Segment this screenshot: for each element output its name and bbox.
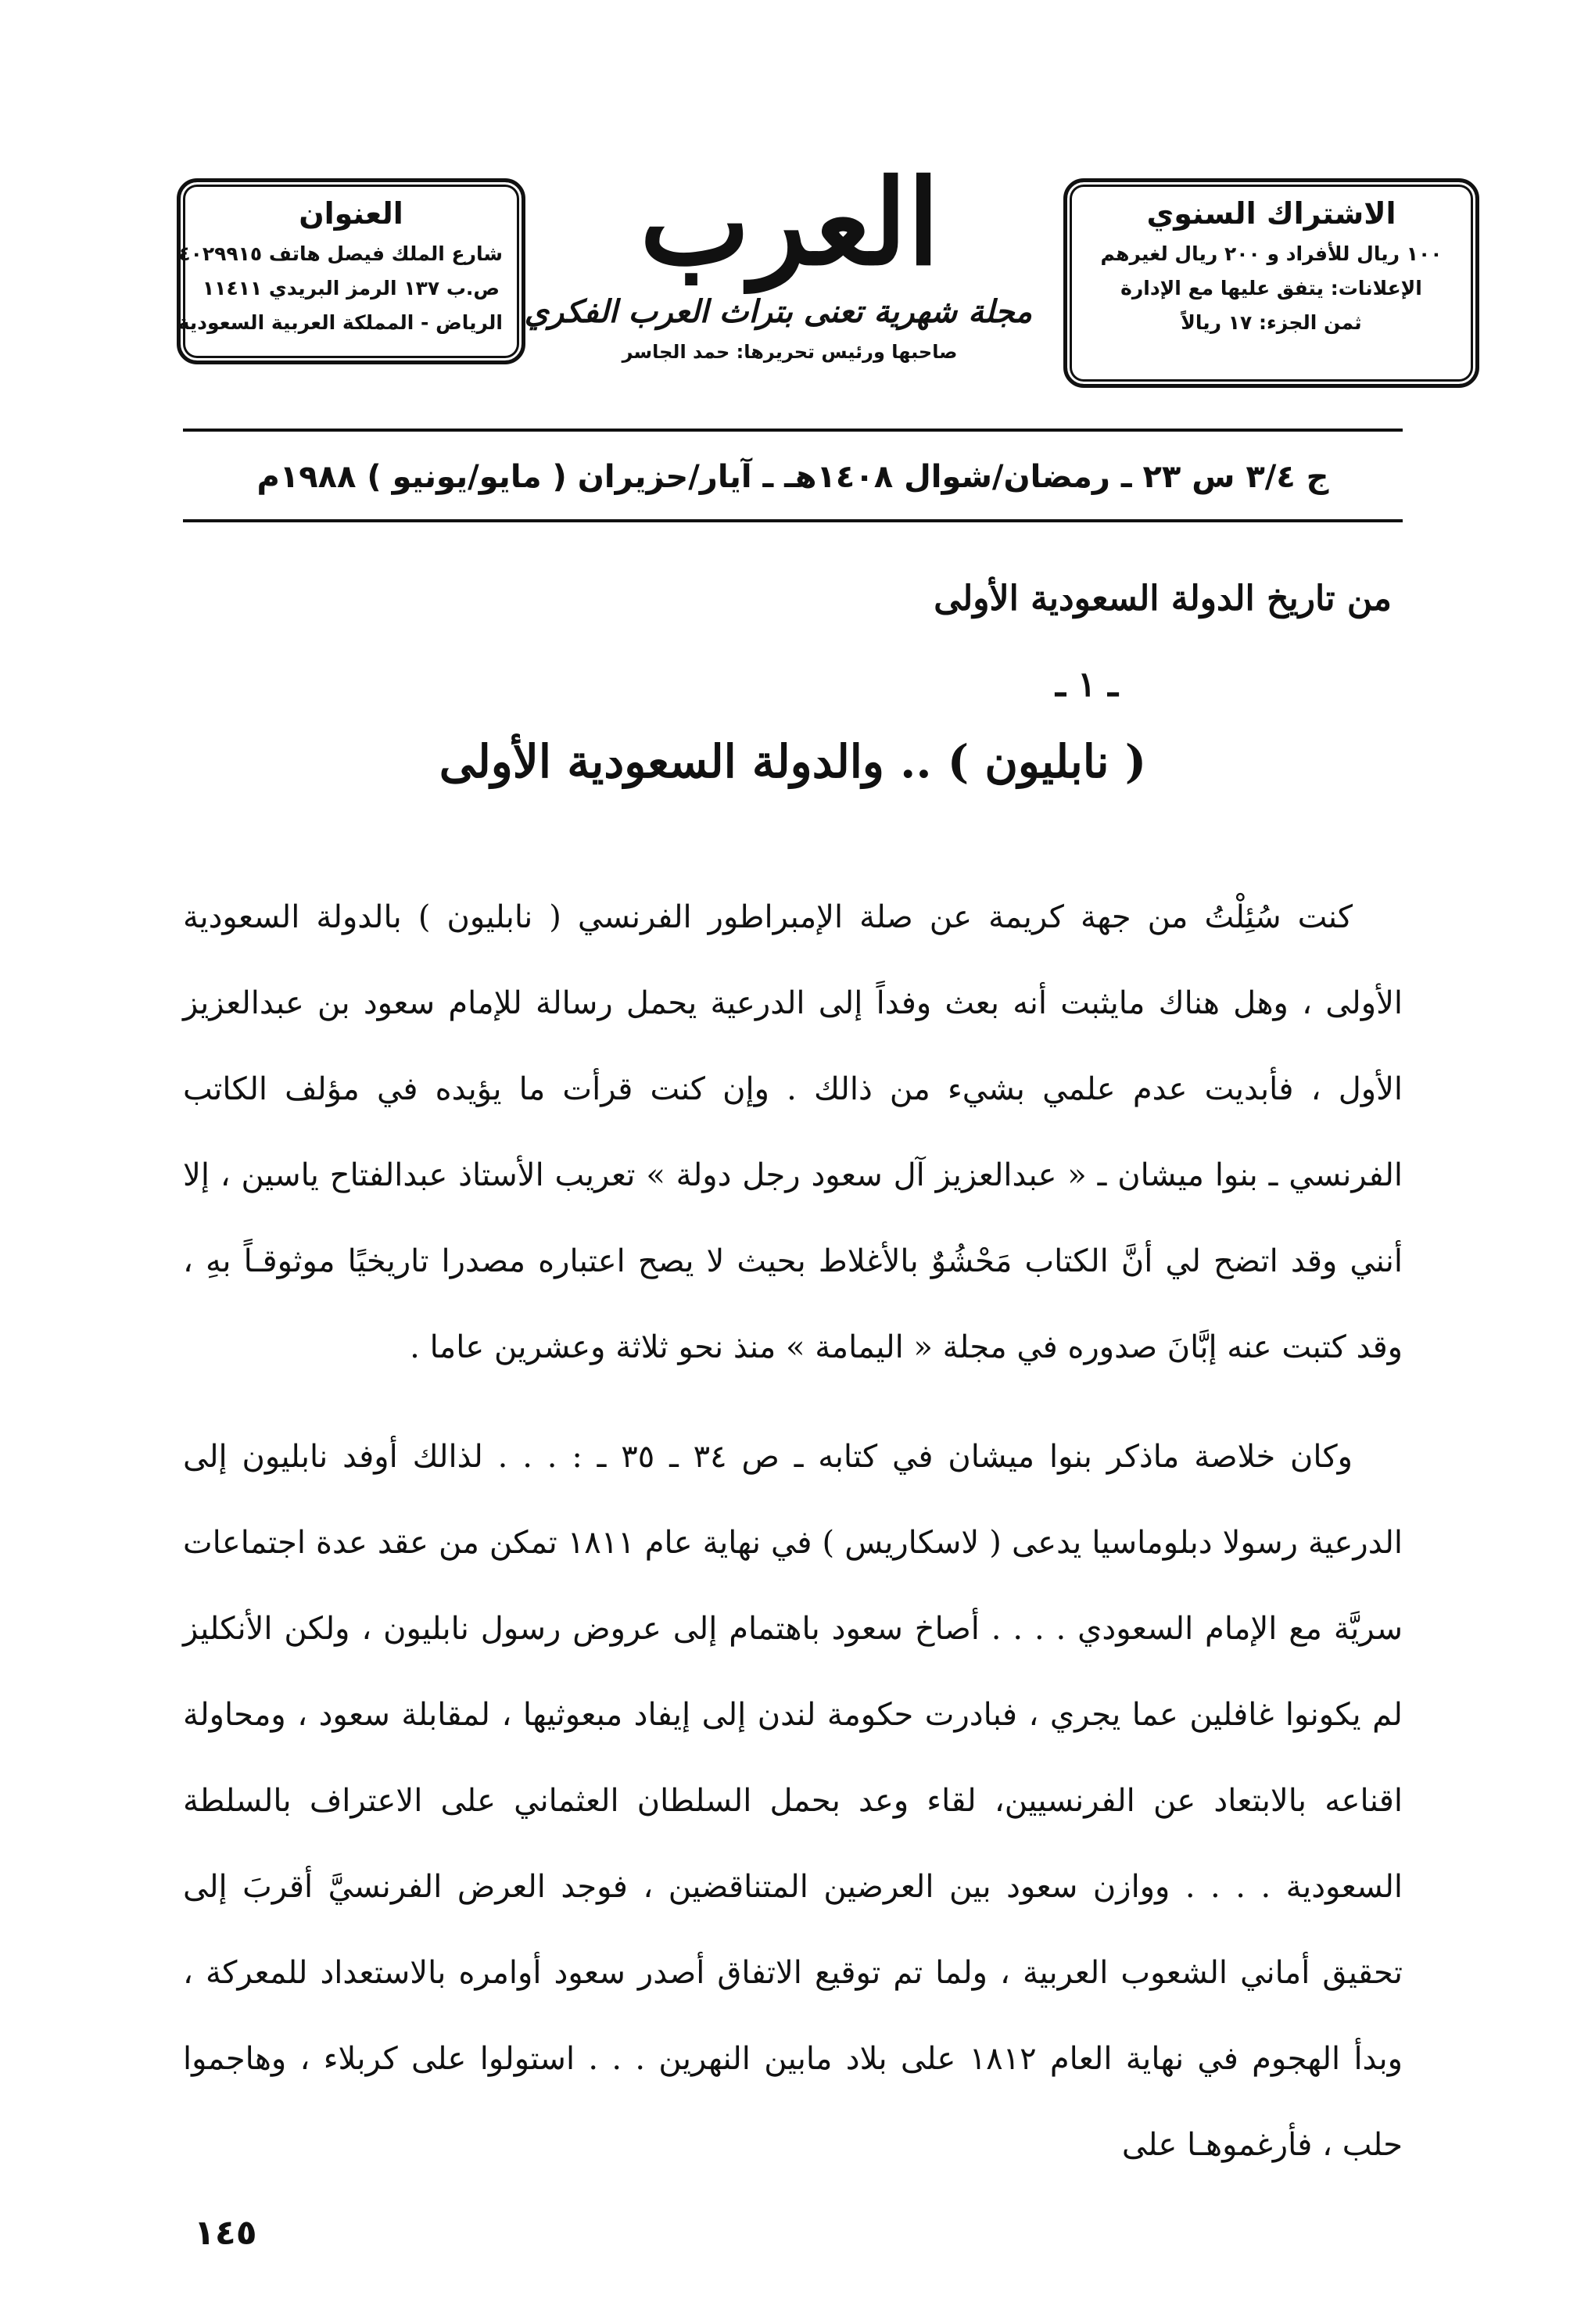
journal-name: العرب bbox=[640, 154, 940, 292]
subscription-box bbox=[1063, 178, 1479, 388]
masthead-logo bbox=[524, 154, 1032, 363]
issue-info: ج ٣/٤ س ٢٣ ـ رمضان/شوال ١٤٠٨هـ ـ آيار/حزيران ( مايو/يونيو ) ١٩٨٨م bbox=[256, 459, 1329, 495]
address-box bbox=[177, 178, 525, 364]
address-line-city: الرياض - المملكة العربية السعودية bbox=[177, 311, 503, 334]
article-title: ( نابليون ) .. والدولة السعودية الأولى bbox=[439, 735, 1147, 788]
divider-top bbox=[183, 429, 1403, 432]
divider-bottom bbox=[183, 519, 1403, 522]
part-number: ـ ١ ـ bbox=[1055, 665, 1119, 705]
subscription-title: الاشتراك السنوي bbox=[1146, 196, 1396, 231]
subscription-line-price: ١٠٠ ريال للأفراد و ٢٠٠ ريال لغيرهم bbox=[1100, 242, 1443, 265]
address-line-pobox: ص.ب ١٣٧ الرمز البريدي ١١٤١١ bbox=[202, 277, 500, 299]
page-number: ١٤٥ bbox=[194, 2213, 257, 2253]
journal-tagline: مجلة شهرية تعنى بتراث العرب الفكري bbox=[524, 294, 1032, 330]
address-title: العنوان bbox=[299, 196, 403, 231]
subscription-line-issue-price: ثمن الجزء: ١٧ ريالاً bbox=[1181, 311, 1362, 334]
article-paragraph-2: وكان خلاصة ماذكر بنوا ميشان في كتابه ـ ص ٣٤ ـ ٣٥ ـ : . . . لذالك أوفد نابليون إلى الدرعية رسولا دبلوماسيا يدعى ( لاسكاريس ) في نهاية عام ١٨١١ تمكن من عقد عدة اجتماعات سريَّة مع الإمام السعودي . . . . أصاخ سعود باهتمام إلى عروض رسول نابليون ، ولكن الأنكليز لم يكونوا غافلين عما يجري ، فبادرت حكومة لندن إلى إيفاد مبعوثيها ، لمقابلة سعود ، ومحاولة اقناعه بالابتعاد عن الفرنسيين، لقاء وعد بحمل السلطان العثماني على الاعتراف بالسلطة السعودية . . . . ووازن سعود بين العرضين المتناقضين ، فوجد العرض الفرنسيَّ أقربَ إلى تحقيق أماني الشعوب العربية ، ولما تم توقيع الاتفاق أصدر سعود أوامره بالاستعداد للمعركة ، وبدأ الهجوم في نهاية العام ١٨١٢ على بلاد مابين النهرين . . . استولوا على كربلاء ، وهاجموا حلب ، فأرغموهـا على bbox=[183, 1439, 1403, 2163]
address-line-street: شارع الملك فيصل هاتف ٤٠٢٩٩١٥ bbox=[178, 242, 503, 265]
journal-editor: صاحبها ورئيس تحريرها: حمد الجاسر bbox=[622, 341, 958, 363]
article-paragraph-1: كنت سُئِلْتُ من جهة كريمة عن صلة الإمبراطور الفرنسي ( نابليون ) بالدولة السعودية الأولى ، وهل هناك مايثبت أنه بعث وفداً إلى الدرعية يحمل رسالة للإمام سعود بن عبدالعزيز الأول ، فأبديت عدم علمي بشيء من ذالك . وإن كنت قرأت ما يؤيده في مؤلف الكاتب الفرنسي ـ بنوا ميشان ـ « عبدالعزيز آل سعود رجل دولة » تعريب الأستاذ عبدالفتاح ياسين ، إلا أنني وقد اتضح لي أنَّ الكتاب مَحْشُوٌ بالأغلاط بحيث لا يصح اعتباره مصدرا تاريخيًا موثوقـاً بهِ ، وقد كتبت عنه إبَّانَ صدوره في مجلة « اليمامة » منذ نحو ثلاثة وعشرين عاما . bbox=[183, 899, 1403, 1365]
series-title: من تاريخ الدولة السعودية الأولى bbox=[934, 579, 1392, 619]
subscription-line-ads: الإعلانات: يتفق عليها مع الإدارة bbox=[1120, 277, 1422, 299]
